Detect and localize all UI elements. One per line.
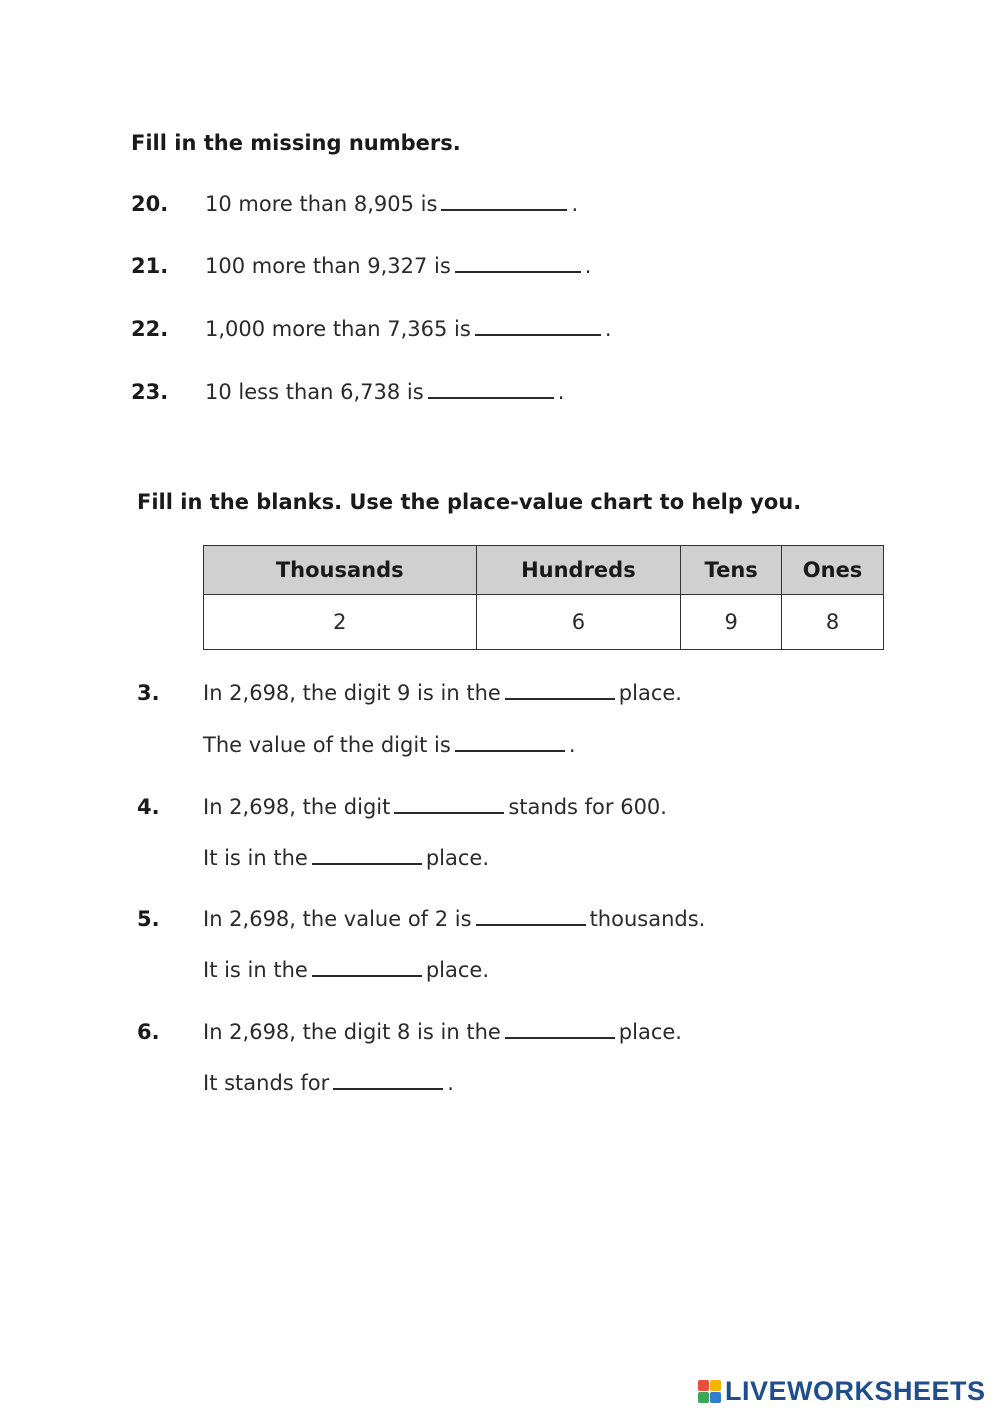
answer-blank[interactable] bbox=[455, 270, 581, 273]
question-21-text bbox=[205, 254, 591, 278]
question-prompt: In 2,698, the digit bbox=[203, 795, 391, 819]
cell-thousands: 2 bbox=[204, 595, 477, 650]
question-suffix: place. bbox=[618, 1020, 682, 1044]
answer-blank[interactable] bbox=[428, 396, 554, 399]
question-number: 23. bbox=[131, 380, 169, 404]
question-prompt: It stands for bbox=[203, 1071, 330, 1095]
header-hundreds: Hundreds bbox=[476, 546, 681, 595]
question-20 bbox=[131, 192, 168, 216]
section-1-heading: Fill in the missing numbers. bbox=[131, 131, 461, 155]
section-2-heading: Fill in the blanks. Use the place-value chart to help you. bbox=[137, 490, 802, 514]
question-4-line-1 bbox=[203, 795, 667, 819]
logo-square-icon bbox=[698, 1380, 709, 1391]
logo-square-icon bbox=[710, 1380, 721, 1391]
question-prompt: The value of the digit is bbox=[203, 733, 451, 757]
table-header-row bbox=[204, 546, 884, 595]
logo-grid-icon bbox=[698, 1380, 721, 1403]
question-prompt: In 2,698, the digit 9 is in the bbox=[203, 681, 501, 705]
question-suffix: place. bbox=[425, 958, 490, 982]
logo-text: LIVEWORKSHEETS bbox=[725, 1376, 986, 1406]
question-suffix: . bbox=[447, 1071, 454, 1095]
question-suffix: place. bbox=[618, 681, 682, 705]
cell-ones: 8 bbox=[782, 595, 884, 650]
question-prompt: 100 more than 9,327 is bbox=[205, 254, 451, 278]
header-tens: Tens bbox=[681, 546, 782, 595]
question-4-line-2 bbox=[203, 846, 489, 870]
question-5-number: 5. bbox=[137, 907, 160, 931]
cell-hundreds: 6 bbox=[476, 595, 681, 650]
question-22 bbox=[131, 317, 168, 341]
question-prompt: 10 more than 8,905 is bbox=[205, 192, 438, 216]
question-prompt: In 2,698, the value of 2 is bbox=[203, 907, 472, 931]
question-end: . bbox=[571, 192, 579, 216]
question-prompt: In 2,698, the digit 8 is in the bbox=[203, 1020, 501, 1044]
header-thousands: Thousands bbox=[204, 546, 477, 595]
question-prompt: It is in the bbox=[203, 846, 308, 870]
question-22-text bbox=[205, 317, 612, 341]
question-prompt: 1,000 more than 7,365 is bbox=[205, 317, 471, 341]
question-5-line-2 bbox=[203, 958, 489, 982]
question-23 bbox=[131, 380, 168, 404]
question-3-line-1 bbox=[203, 681, 682, 705]
question-6-number: 6. bbox=[137, 1020, 160, 1044]
logo-square-icon bbox=[698, 1392, 709, 1403]
table-row bbox=[204, 595, 884, 650]
question-end: . bbox=[557, 380, 565, 404]
question-number: 21. bbox=[131, 254, 169, 278]
question-3-line-2 bbox=[203, 733, 576, 757]
question-4-number: 4. bbox=[137, 795, 160, 819]
cell-tens: 9 bbox=[681, 595, 782, 650]
question-suffix: stands for 600. bbox=[508, 795, 667, 819]
question-21 bbox=[131, 254, 168, 278]
question-suffix: thousands. bbox=[589, 907, 706, 931]
question-suffix: . bbox=[568, 733, 576, 757]
question-5-line-1 bbox=[203, 907, 705, 931]
place-value-chart bbox=[203, 545, 884, 650]
question-6-line-1 bbox=[203, 1020, 682, 1044]
answer-blank[interactable] bbox=[455, 749, 565, 752]
logo-square-icon bbox=[710, 1392, 721, 1403]
answer-blank[interactable] bbox=[476, 923, 586, 926]
question-end: . bbox=[604, 317, 612, 341]
question-number: 20. bbox=[131, 192, 169, 216]
answer-blank[interactable] bbox=[475, 333, 601, 336]
answer-blank[interactable] bbox=[394, 811, 504, 814]
header-ones: Ones bbox=[782, 546, 884, 595]
question-23-text bbox=[205, 380, 564, 404]
question-prompt: 10 less than 6,738 is bbox=[205, 380, 424, 404]
question-20-text bbox=[205, 192, 578, 216]
question-end: . bbox=[584, 254, 592, 278]
answer-blank[interactable] bbox=[312, 862, 422, 865]
question-number: 22. bbox=[131, 317, 169, 341]
question-prompt: It is in the bbox=[203, 958, 308, 982]
answer-blank[interactable] bbox=[505, 1036, 615, 1039]
question-suffix: place. bbox=[425, 846, 490, 870]
liveworksheets-logo[interactable] bbox=[698, 1376, 986, 1407]
answer-blank[interactable] bbox=[333, 1087, 443, 1090]
question-3-number: 3. bbox=[137, 681, 160, 705]
question-6-line-2 bbox=[203, 1071, 454, 1095]
answer-blank[interactable] bbox=[312, 974, 422, 977]
answer-blank[interactable] bbox=[441, 208, 567, 211]
answer-blank[interactable] bbox=[505, 697, 615, 700]
